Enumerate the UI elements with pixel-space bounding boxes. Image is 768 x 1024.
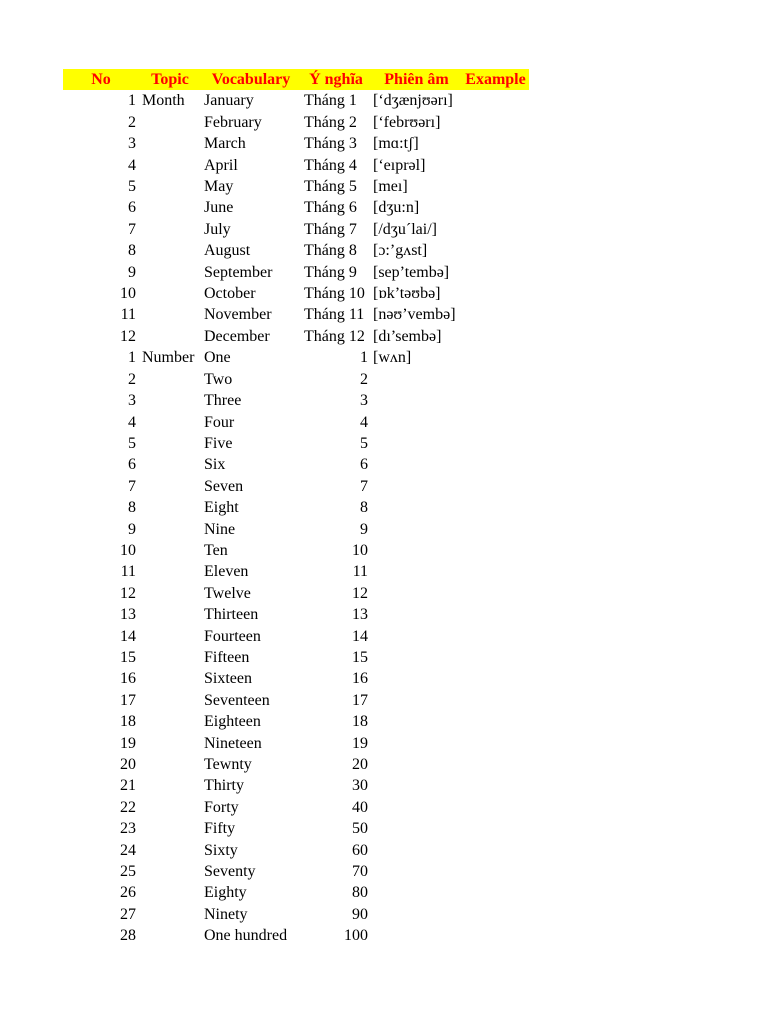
table-row — [63, 733, 529, 754]
cell-no: 8 — [128, 242, 136, 260]
table-row — [63, 454, 529, 475]
cell-no: 10 — [120, 541, 136, 559]
cell-topic — [139, 390, 201, 411]
cell-topic — [139, 304, 201, 325]
cell-topic — [139, 112, 201, 133]
cell-meaning: Tháng 2 — [304, 113, 357, 131]
cell-vocabulary: August — [204, 242, 251, 260]
table-row — [63, 283, 529, 304]
cell-vocabulary: Nine — [204, 520, 236, 538]
cell-example — [462, 904, 529, 925]
cell-example — [462, 626, 529, 647]
cell-vocabulary: Tewnty — [204, 756, 252, 773]
cell-meaning: 17 — [352, 691, 368, 709]
cell-topic — [139, 155, 201, 176]
cell-meaning: 16 — [352, 670, 368, 688]
cell-topic — [139, 818, 201, 839]
table-row — [63, 583, 529, 604]
cell-topic — [139, 412, 201, 433]
cell-topic — [139, 262, 201, 283]
cell-topic — [139, 497, 201, 518]
cell-no: 6 — [128, 199, 136, 217]
cell-phonetic: [meı] — [373, 178, 408, 196]
header-example: Example — [462, 69, 529, 90]
cell-topic — [139, 326, 201, 347]
cell-phonetic: [‘febrʊərı] — [373, 113, 441, 131]
cell-phonetic — [371, 647, 462, 668]
cell-meaning: 60 — [352, 841, 368, 859]
cell-phonetic — [371, 882, 462, 903]
cell-phonetic — [371, 454, 462, 475]
table-row — [63, 561, 529, 582]
cell-phonetic — [371, 540, 462, 561]
cell-no: 7 — [128, 220, 136, 238]
table-row — [63, 540, 529, 561]
cell-no: 22 — [120, 798, 136, 816]
cell-topic — [139, 711, 201, 732]
cell-meaning: 4 — [360, 413, 368, 431]
cell-no: 20 — [120, 756, 136, 773]
cell-no: 28 — [120, 927, 136, 945]
cell-meaning: 30 — [352, 777, 368, 795]
cell-no: 5 — [128, 434, 136, 452]
cell-phonetic — [371, 840, 462, 861]
table-row — [63, 112, 529, 133]
cell-no: 11 — [120, 306, 136, 324]
cell-topic — [139, 219, 201, 240]
cell-vocabulary: Sixteen — [204, 670, 252, 688]
cell-meaning: 90 — [352, 905, 368, 923]
cell-meaning: Tháng 10 — [304, 285, 365, 303]
cell-phonetic — [371, 754, 462, 775]
header-meaning: Ý nghĩa — [301, 69, 371, 90]
cell-vocabulary: One — [204, 349, 231, 367]
cell-phonetic — [371, 775, 462, 796]
cell-no: 9 — [128, 520, 136, 538]
cell-no: 2 — [128, 370, 136, 388]
cell-vocabulary: Fourteen — [204, 627, 261, 645]
cell-phonetic: [/dʒu´lai/] — [373, 220, 437, 238]
cell-phonetic — [371, 561, 462, 582]
cell-vocabulary: Eighty — [204, 884, 247, 902]
cell-topic — [139, 604, 201, 625]
cell-phonetic — [371, 433, 462, 454]
cell-vocabulary: May — [204, 178, 234, 196]
cell-meaning: Tháng 12 — [304, 327, 365, 345]
table-row — [63, 155, 529, 176]
table-row — [63, 754, 529, 775]
cell-example — [462, 133, 529, 154]
cell-meaning: 10 — [352, 541, 368, 559]
cell-phonetic — [371, 861, 462, 882]
cell-phonetic: [dʒu:n] — [373, 199, 420, 217]
cell-no: 19 — [120, 734, 136, 752]
cell-no: 14 — [120, 627, 136, 645]
cell-vocabulary: Seventeen — [204, 691, 270, 709]
cell-phonetic — [371, 390, 462, 411]
table-row — [63, 304, 529, 325]
cell-meaning: 80 — [352, 884, 368, 902]
cell-meaning: Tháng 5 — [304, 178, 357, 196]
table-row — [63, 519, 529, 540]
cell-vocabulary: One hundred — [204, 927, 288, 945]
header-vocabulary: Vocabulary — [201, 69, 301, 90]
cell-example — [462, 176, 529, 197]
cell-no: 9 — [128, 263, 136, 281]
cell-topic — [139, 840, 201, 861]
cell-example — [462, 925, 529, 946]
cell-meaning: 1 — [360, 349, 368, 367]
cell-phonetic: [ɒk’təʊbə] — [373, 285, 441, 303]
cell-meaning: 19 — [352, 734, 368, 752]
cell-vocabulary: Two — [204, 370, 233, 388]
cell-example — [462, 304, 529, 325]
cell-meaning: Tháng 7 — [304, 220, 357, 238]
cell-meaning: Tháng 11 — [304, 306, 365, 324]
cell-no: 1 — [128, 92, 136, 110]
cell-example — [462, 519, 529, 540]
cell-vocabulary: April — [204, 156, 238, 174]
table-row — [63, 690, 529, 711]
cell-vocabulary: Fifty — [204, 820, 236, 838]
cell-phonetic — [371, 904, 462, 925]
table-row — [63, 925, 529, 946]
cell-example — [462, 433, 529, 454]
cell-example — [462, 840, 529, 861]
cell-example — [462, 347, 529, 368]
table-row — [63, 626, 529, 647]
header-phonetic: Phiên âm — [371, 69, 462, 90]
table-row — [63, 176, 529, 197]
cell-no: 11 — [120, 563, 136, 581]
cell-meaning: Tháng 9 — [304, 263, 357, 281]
cell-vocabulary: Five — [204, 434, 233, 452]
cell-example — [462, 326, 529, 347]
cell-vocabulary: Seven — [204, 477, 244, 495]
cell-phonetic — [371, 476, 462, 497]
cell-vocabulary: July — [204, 220, 231, 238]
cell-meaning: Tháng 6 — [304, 199, 357, 217]
cell-vocabulary: Forty — [204, 798, 239, 816]
cell-no: 6 — [128, 456, 136, 474]
cell-phonetic: [wʌn] — [373, 349, 412, 367]
cell-topic — [139, 540, 201, 561]
cell-topic — [139, 733, 201, 754]
cell-vocabulary: Four — [204, 413, 235, 431]
cell-vocabulary: January — [204, 92, 254, 110]
cell-phonetic — [371, 733, 462, 754]
cell-no: 21 — [120, 777, 136, 795]
cell-no: 2 — [128, 113, 136, 131]
cell-topic — [139, 583, 201, 604]
cell-meaning: 5 — [360, 434, 368, 452]
cell-meaning: 8 — [360, 499, 368, 517]
cell-meaning: 7 — [360, 477, 368, 495]
cell-phonetic: [dı’sembə] — [373, 327, 442, 345]
table-row — [63, 818, 529, 839]
table-row — [63, 711, 529, 732]
cell-vocabulary: Ten — [204, 541, 228, 559]
table-row — [63, 797, 529, 818]
cell-topic — [139, 882, 201, 903]
cell-example — [462, 369, 529, 390]
cell-vocabulary: Eleven — [204, 563, 249, 581]
vocabulary-table — [63, 69, 529, 947]
cell-vocabulary: October — [204, 285, 256, 303]
cell-no: 12 — [120, 327, 136, 345]
cell-example — [462, 219, 529, 240]
cell-vocabulary: November — [204, 306, 272, 324]
table-row — [63, 412, 529, 433]
cell-no: 1 — [128, 349, 136, 367]
cell-topic — [139, 369, 201, 390]
cell-vocabulary: Ninety — [204, 905, 248, 923]
cell-meaning: 13 — [352, 606, 368, 624]
cell-example — [462, 540, 529, 561]
cell-phonetic — [371, 711, 462, 732]
cell-example — [462, 690, 529, 711]
cell-vocabulary: Nineteen — [204, 734, 262, 752]
cell-example — [462, 711, 529, 732]
cell-no: 26 — [120, 884, 136, 902]
cell-vocabulary: February — [204, 113, 262, 131]
cell-vocabulary: June — [204, 199, 234, 217]
cell-vocabulary: Twelve — [204, 584, 251, 602]
cell-example — [462, 583, 529, 604]
table-row — [63, 433, 529, 454]
header-topic: Topic — [139, 69, 201, 90]
table-row — [63, 347, 529, 368]
cell-no: 27 — [120, 905, 136, 923]
cell-vocabulary: Fifteen — [204, 648, 250, 666]
cell-example — [462, 112, 529, 133]
cell-topic — [139, 754, 201, 775]
cell-topic — [139, 925, 201, 946]
cell-vocabulary: Eighteen — [204, 713, 261, 731]
cell-example — [462, 797, 529, 818]
cell-no: 16 — [120, 670, 136, 688]
cell-topic — [139, 133, 201, 154]
cell-example — [462, 604, 529, 625]
cell-meaning: 15 — [352, 648, 368, 666]
cell-example — [462, 561, 529, 582]
cell-meaning: 20 — [352, 756, 368, 773]
cell-meaning: 70 — [352, 863, 368, 881]
cell-vocabulary: Seventy — [204, 863, 256, 881]
cell-example — [462, 155, 529, 176]
table-body — [63, 90, 529, 946]
cell-no: 18 — [120, 713, 136, 731]
cell-topic — [139, 283, 201, 304]
cell-vocabulary: Six — [204, 456, 226, 474]
cell-vocabulary: September — [204, 263, 273, 281]
table-row — [63, 840, 529, 861]
cell-topic — [139, 176, 201, 197]
cell-meaning: 40 — [352, 798, 368, 816]
cell-no: 10 — [120, 285, 136, 303]
table-row — [63, 668, 529, 689]
cell-phonetic — [371, 412, 462, 433]
cell-vocabulary: Eight — [204, 499, 239, 517]
header-no: No — [63, 69, 139, 90]
cell-no: 12 — [120, 584, 136, 602]
cell-vocabulary: Sixty — [204, 841, 238, 859]
cell-example — [462, 754, 529, 775]
cell-no: 24 — [120, 841, 136, 859]
table-row — [63, 133, 529, 154]
table-row — [63, 240, 529, 261]
cell-topic — [139, 626, 201, 647]
table-row — [63, 861, 529, 882]
cell-topic — [139, 775, 201, 796]
table-row — [63, 390, 529, 411]
cell-no: 3 — [128, 135, 136, 153]
cell-no: 15 — [120, 648, 136, 666]
cell-meaning: 18 — [352, 713, 368, 731]
table-row — [63, 197, 529, 218]
table-row — [63, 476, 529, 497]
cell-topic — [139, 797, 201, 818]
table-row — [63, 775, 529, 796]
cell-phonetic — [371, 604, 462, 625]
cell-topic — [139, 476, 201, 497]
cell-example — [462, 882, 529, 903]
header-row — [63, 69, 529, 90]
cell-phonetic: [mɑ:tʃ] — [373, 135, 419, 153]
cell-no: 25 — [120, 863, 136, 881]
cell-topic — [139, 668, 201, 689]
cell-phonetic — [371, 668, 462, 689]
cell-example — [462, 647, 529, 668]
table-row — [63, 90, 529, 111]
cell-no: 23 — [120, 820, 136, 838]
cell-topic — [139, 647, 201, 668]
cell-phonetic — [371, 626, 462, 647]
cell-phonetic: [sep’tembə] — [373, 263, 450, 281]
cell-example — [462, 476, 529, 497]
cell-meaning: 12 — [352, 584, 368, 602]
cell-example — [462, 283, 529, 304]
cell-example — [462, 497, 529, 518]
table-row — [63, 497, 529, 518]
cell-phonetic — [371, 583, 462, 604]
cell-meaning: 3 — [360, 392, 368, 410]
cell-phonetic: [ɔ:’gʌst] — [373, 242, 428, 260]
table-row — [63, 262, 529, 283]
cell-topic — [139, 861, 201, 882]
cell-no: 17 — [120, 691, 136, 709]
cell-vocabulary: December — [204, 327, 270, 345]
cell-phonetic: [‘dʒænjʊərı] — [373, 92, 453, 110]
cell-topic — [139, 197, 201, 218]
cell-vocabulary: Three — [204, 392, 242, 410]
cell-example — [462, 390, 529, 411]
cell-no: 4 — [128, 156, 136, 174]
table-row — [63, 904, 529, 925]
cell-vocabulary: Thirty — [204, 777, 244, 795]
cell-phonetic — [371, 497, 462, 518]
cell-no: 3 — [128, 392, 136, 410]
cell-topic — [139, 519, 201, 540]
cell-vocabulary: Thirteen — [204, 606, 259, 624]
cell-vocabulary: March — [204, 135, 246, 153]
cell-example — [462, 240, 529, 261]
cell-phonetic: [‘eıprəl] — [373, 156, 426, 174]
cell-phonetic — [371, 519, 462, 540]
cell-meaning: 50 — [352, 820, 368, 838]
table-row — [63, 326, 529, 347]
cell-phonetic — [371, 369, 462, 390]
table-row — [63, 882, 529, 903]
cell-no: 5 — [128, 178, 136, 196]
cell-topic: Month — [142, 92, 185, 110]
cell-example — [462, 412, 529, 433]
cell-meaning: Tháng 8 — [304, 242, 357, 260]
cell-example — [462, 668, 529, 689]
cell-topic — [139, 454, 201, 475]
table-row — [63, 369, 529, 390]
cell-no: 8 — [128, 499, 136, 517]
cell-example — [462, 262, 529, 283]
cell-topic — [139, 240, 201, 261]
cell-meaning: 100 — [344, 927, 368, 945]
cell-phonetic — [371, 797, 462, 818]
cell-no: 4 — [128, 413, 136, 431]
table-row — [63, 647, 529, 668]
cell-topic: Number — [142, 349, 195, 367]
cell-example — [462, 733, 529, 754]
cell-meaning: Tháng 4 — [304, 156, 357, 174]
table-row — [63, 219, 529, 240]
cell-meaning: Tháng 3 — [304, 135, 357, 153]
cell-meaning: Tháng 1 — [304, 92, 357, 110]
cell-topic — [139, 561, 201, 582]
cell-meaning: 6 — [360, 456, 368, 474]
cell-no: 7 — [128, 477, 136, 495]
cell-meaning: 11 — [352, 563, 368, 581]
cell-phonetic — [371, 690, 462, 711]
cell-example — [462, 454, 529, 475]
cell-topic — [139, 904, 201, 925]
cell-phonetic — [371, 818, 462, 839]
cell-example — [462, 818, 529, 839]
cell-example — [462, 90, 529, 111]
cell-topic — [139, 690, 201, 711]
cell-phonetic: [nəʊ’vembə] — [373, 306, 456, 324]
cell-meaning: 9 — [360, 520, 368, 538]
cell-meaning: 2 — [360, 370, 368, 388]
cell-phonetic — [371, 925, 462, 946]
cell-example — [462, 197, 529, 218]
table-row — [63, 604, 529, 625]
cell-no: 13 — [120, 606, 136, 624]
cell-meaning: 14 — [352, 627, 368, 645]
cell-example — [462, 861, 529, 882]
cell-topic — [139, 433, 201, 454]
cell-example — [462, 775, 529, 796]
